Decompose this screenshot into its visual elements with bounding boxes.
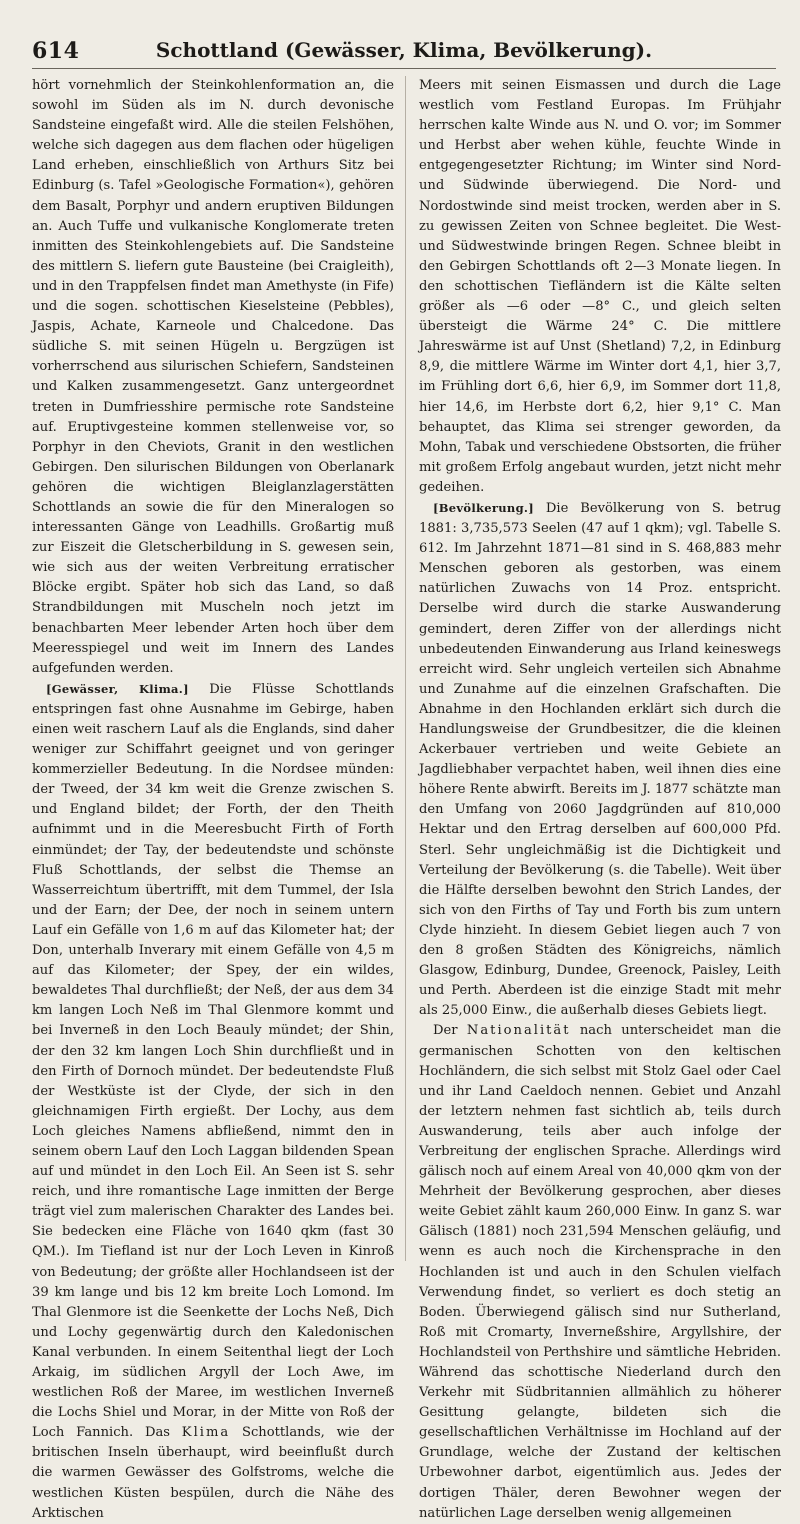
page-header xyxy=(32,30,776,64)
paragraph-text: Die Bevölkerung von S. betrug 1881: 3,735,573 Seelen (47 auf 1 qkm); vgl. Tabelle S. 612. Im Jahrzehnt 1871—81 sind in S. 468,883 mehr Menschen geboren als gestorben, was einem natürlichen Zuwachs von 14 Proz. entspricht. Derselbe wird durch die starke Auswanderung gemindert, deren Ziffer von der allerdings nicht unbedeutenden Einwanderung aus Irland keineswegs erreicht wird. Sehr ungleich verteilen sich Abnahme und Zunahme auf die einzelnen Grafschaften. Die Abnahme in den Hochlanden erklärt sich durch die Handlungsweise der Grundbesitzer, die die kleinen Ackerbauer vertrieben und weite Gebiete an Jagdliebhaber verpachtet haben, weil ihnen dies eine höhere Rente abwirft. Bereits im J. 1877 schätzte man den Umfang von 2060 Jagdgründen auf 810,000 Hektar und den Ertrag derselben auf 600,000 Pfd. Sterl. Sehr ungleichmäßig ist die Dichtigkeit und Verteilung der Bevölkerung (s. die Tabelle). Weit über die Hälfte derselben bewohnt den Strich Landes, der sich von den Firths of Tay und Forth bis zum untern Clyde hinzieht. In diesem Gebiet liegen auch 7 von den 8 großen Städten des Königreichs, nämlich Glasgow, Edinburg, Dundee, Greenock, Paisley, Leith und Perth. Aberdeen ist die einzige Stadt mit mehr als 25,000 Einw., die außerhalb dieses Gebiets liegt. xyxy=(419,500,781,1019)
paragraph-text: nach unterscheidet man die germanischen Schotten von den keltischen Hochländern, die sich selbst mit Stolz Gael oder Cael und ihr Land Caeldoch nennen. Gebiet und Anzahl der letztern nehmen fast sichtlich ab, teils durch Auswanderung, teils aber auch infolge der Verbreitung der englischen Sprache. Allerdings wird gälisch noch auf einem Areal von 40,000 qkm von der Mehrheit der Bevölkerung gesprochen, aber dieses weite Gebiet zählt kaum 260,000 Einw. In ganz S. war Gälisch (1881) noch 231,594 Menschen geläufig, und wenn es auch noch die Kirchensprache in den Hochlanden ist und auch in den Schulen vielfach Verwendung findet, so verliert es doch stetig an Boden. Überwiegend gälisch sind nur Sutherland, Roß mit Cromarty, Inverneßshire, Argyllshire, der Hochlandsteil von Perthshire und sämtliche Hebriden. Während das schottische Niederland durch den Verkehr mit Südbritannien allmählich zu höherer Gesittung gelangte, bildeten sich die gesellschaftlichen Verhältnisse im Hochland auf der Grundlage, welche der Zustand der keltischen Urbewohner darbot, eigentümlich aus. Jedes der dortigen Thäler, deren Bewohner wegen der natürlichen Lage derselben wenig allgemeinen xyxy=(419,1023,782,1521)
paragraph-climate-cont xyxy=(419,76,781,498)
paragraph-text: Schottlands, wie der britischen Inseln überhaupt, wird beeinflußt durch die warmen Gewässer des Golfstroms, welche die westlichen Küsten bespülen, durch die Nähe des Arktischen xyxy=(32,1425,394,1521)
paragraph-nationality xyxy=(419,1021,781,1523)
paragraph-geology xyxy=(32,76,394,679)
paragraph-population xyxy=(419,498,781,1021)
running-title: Schottland (Gewässer, Klima, Bevölkerung). xyxy=(155,38,653,62)
paragraph-text: Die Flüsse Schottlands entspringen fast ohne Ausnahme im Gebirge, haben einen weit raschern Lauf als die Englands, sind daher weniger zur Schiffahrt geeignet und von geringer kommerzieller Bedeutung. In die Nordsee münden: der Tweed, der 34 km weit die Grenze zwischen S. und England bildet; der Forth, der den Theith aufnimmt und in die Meeresbucht Firth of Forth einmündet; der Tay, der bedeutendste und schönste Fluß Schottlands, der selbst die Themse an Wasserreichtum übertrifft, mit dem Tummel, der Isla und der Earn; der Dee, der noch in seinem untern Lauf ein Gefälle von 1,6 m auf das Kilometer hat; der Don, unterhalb Inverary mit einem Gefälle von 4,5 m auf das Kilometer; der Spey, der ein wildes, bewaldetes Thal durchfließt; der Neß, der aus dem 34 km langen Loch Neß im Thal Glenmore kommt und bei Inverneß in den Loch Beauly mündet; der Shin, der den 32 km langen Loch Shin durchfließt und in den Firth of Dornoch mündet. Der bedeutendste Fluß der Westküste ist der Clyde, der sich in den gleichnamigen Firth ergießt. Der Lochy, aus dem Loch gleiches Namens abfließend, nimmt den in seinem obern Lauf den Loch Laggan bildenden Spean auf und mündet in den Loch Eil. An Seen ist S. sehr reich, und ihre romantische Lage inmitten der Berge trägt viel zum malerischen Charakter des Landes bei. Sie bedecken eine Fläche von 1640 qkm (fast 30 QM.). Im Tiefland ist nur der Loch Leven in Kinroß von Bedeutung; der größte aller Hochlandseen ist der 39 km lange und bis 12 km breite Loch Lomond. Im Thal Glenmore ist die Seenkette der Lochs Neß, Dich und Lochy gegenwärtig durch den Kaledonischen Kanal verbunden. In einem Seitenthal liegt der Loch Arkaig, im südlichen Argyll der Loch Awe, im westlichen Roß der Maree, im westlichen Inverneß die Lochs Shiel und Morar, in der Mitte von Roß der Loch Fannich. Das xyxy=(32,681,394,1441)
column-divider xyxy=(405,76,406,1261)
spaced-term-klima: Klima xyxy=(181,1425,231,1441)
paragraph-text: hört vornehmlich der Steinkohlenformation an, die sowohl im Süden als im N. durch devonische Sandsteine eingefaßt wird. Alle die steilen Felshöhen, welche sich dagegen aus dem flachen oder hügeligen Land erheben, einschließlich von Arthurs Sitz bei Edinburg (s. Tafel »Geologische Formation«), gehören dem Basalt, Porphyr und andern eruptiven Bildungen an. Auch Tuffe und vulkanische Konglomerate treten inmitten des Steinkohlengebiets auf. Die Sandsteine des mittlern S. liefern gute Bausteine (bei Craigleith), und in den Trappfelsen findet man Amethyste (in Fife) und die sogen. schottischen Kieselsteine (Pebbles), Jaspis, Achate, Karneole und Chalcedone. Das südliche S. mit seinen Hügeln u. Bergzügen ist vorherrschend aus silurischen Schiefern, Sandsteinen und Kalken zusammengesetzt. Ganz untergeordnet treten in Dumfriesshire permische rote Sandsteine auf. Eruptivgesteine kommen stellenweise vor, so Porphyr in den Cheviots, Granit in den westlichen Gebirgen. Den silurischen Bildungen von Oberlanark gehören die wichtigen Bleiglanzlagerstätten Schottlands an sowie die für den Mineralogen so interessanten Gänge von Leadhills. Großartig muß zur Eiszeit die Gletscherbildung in S. gewesen sein, wie sich aus der weiten Verbreitung erratischer Blöcke ergibt. Später hob sich das Land, so daß Strandbildungen mit Muscheln noch jetzt im benachbarten Meer lebender Arten hoch über dem Meeresspiegel und weit im Innern des Landes aufgefunden werden. xyxy=(32,78,394,676)
section-label-waters: [Gewässer, Klima.] xyxy=(46,681,189,696)
section-label-population: [Bevölkerung.] xyxy=(433,500,534,515)
right-column xyxy=(419,76,781,1524)
paragraph-text: Meers mit seinen Eismassen und durch die Lage westlich vom Festland Europas. Im Frühjahr herrschen kalte Winde aus N. und O. vor; im Sommer und Herbst aber wehen kühle, feuchte Winde in entgegengesetzter Richtung; im Winter sind Nord- und Südwinde überwiegend. Die Nord- und Nordostwinde sind meist trocken, werden aber in S. zu gewissen Zeiten von Schnee begleitet. Die West- und Südwestwinde bringen Regen. Schnee bleibt in den Gebirgen Schottlands oft 2—3 Monate liegen. In den schottischen Tiefländern ist die Kälte selten größer als —6 oder —8° C., und gleich selten übersteigt die Wärme 24° C. Die mittlere Jahreswärme ist auf Unst (Shetland) 7,2, in Edinburg 8,9, die mittlere Wärme im Winter dort 4,1, hier 3,7, im Frühling dort 6,6, hier 6,9, im Sommer dort 11,8, hier 14,6, im Herbste dort 6,2, hier 9,1° C. Man behauptet, das Klima sei strenger geworden, da Mohn, Tabak und verschiedene Obstsorten, die früher mit großem Erfolg angebaut wurden, jetzt nicht mehr gedeihen. xyxy=(419,78,781,495)
header-rule xyxy=(32,68,776,69)
spaced-term-nationalitaet: Nationalität xyxy=(466,1023,571,1039)
left-column xyxy=(32,76,394,1524)
paragraph-text: Der xyxy=(433,1023,467,1039)
page-number: 614 xyxy=(32,38,80,64)
paragraph-waters-climate xyxy=(32,679,394,1524)
